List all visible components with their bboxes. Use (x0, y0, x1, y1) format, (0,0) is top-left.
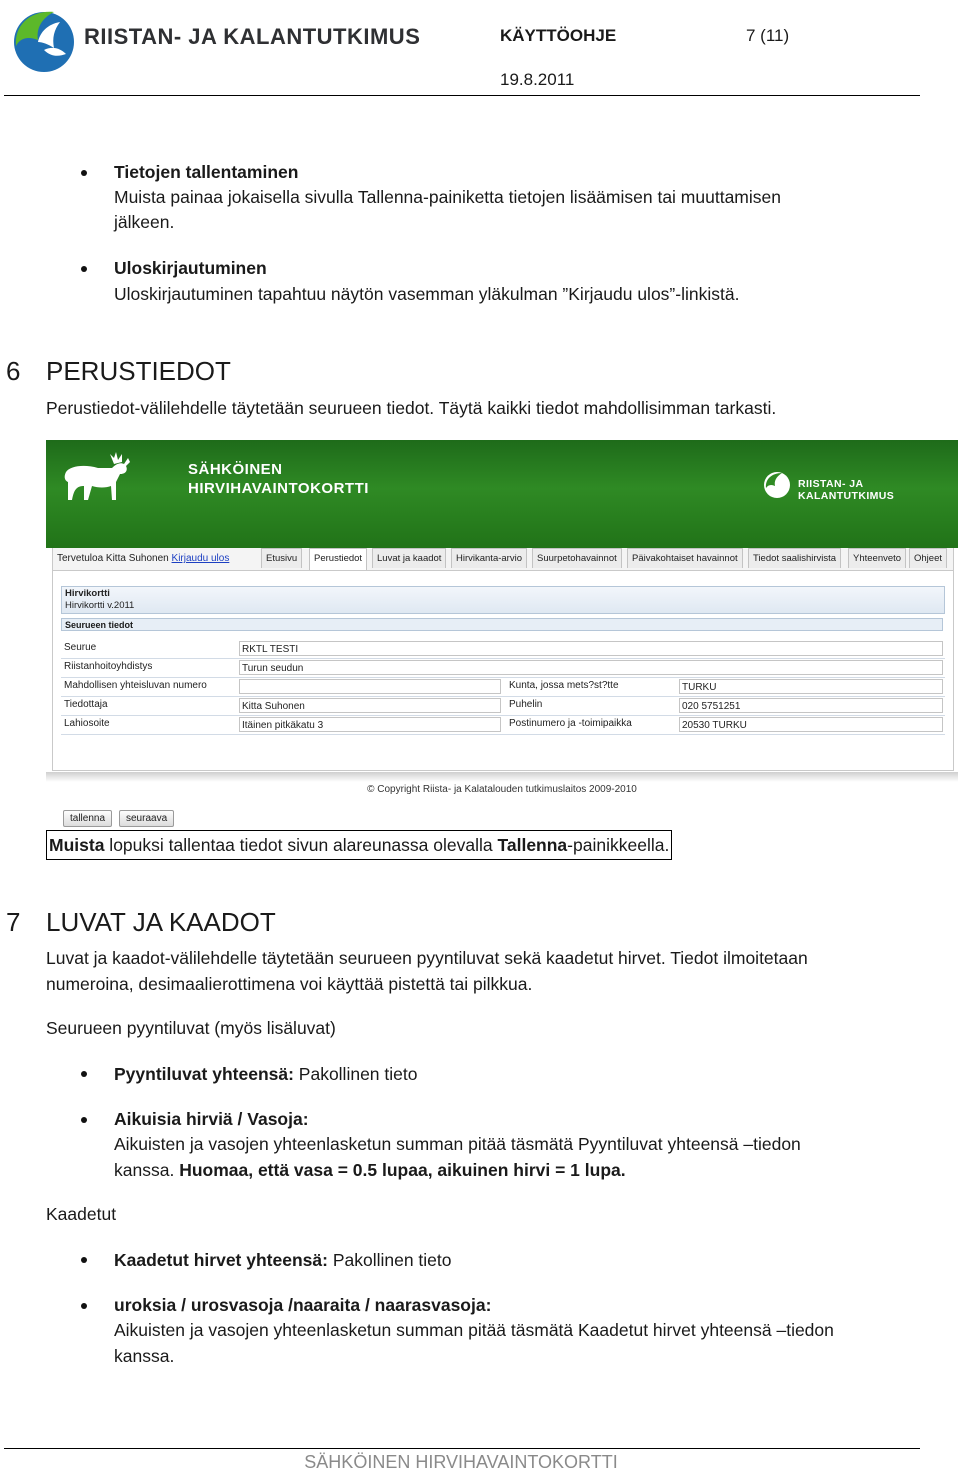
field-kunta[interactable]: TURKU (679, 679, 943, 694)
tab-perustiedot[interactable]: Perustiedot (309, 548, 367, 570)
welcome-text: Tervetuloa Kitta Suhonen Kirjaudu ulos (57, 553, 230, 564)
bullet-adults-calves-note: kanssa. Huomaa, että vasa = 0.5 lupaa, aikuinen hirvi = 1 lupa. (114, 1160, 626, 1180)
form-row (61, 697, 945, 716)
field-label: Mahdollisen yhteisluvan numero (64, 680, 207, 691)
app-title: SÄHKÖINEN HIRVIHAVAINTOKORTTI (188, 461, 369, 497)
field-label: Riistanhoitoyhdistys (64, 661, 153, 672)
tab-ohjeet[interactable]: Ohjeet (909, 548, 947, 568)
footer-shadow (46, 772, 958, 782)
header-divider (4, 95, 920, 96)
field-label: Postinumero ja -toimipaikka (509, 718, 632, 729)
field-yhteislupa[interactable] (239, 679, 501, 694)
bullet-text-saving-cont: jälkeen. (114, 212, 175, 232)
tab-suurpetohavainnot[interactable]: Suurpetohavainnot (532, 548, 622, 568)
copyright-text: © Copyright Riista- ja Kalatalouden tutkimuslaitos 2009-2010 (367, 784, 637, 795)
field-label: Kunta, jossa mets?st?tte (509, 680, 619, 691)
form-row (61, 659, 945, 678)
field-riistanhoitoyhdistys[interactable]: Turun seudun (239, 660, 943, 675)
subheading-permits: Seurueen pyyntiluvat (myös lisäluvat) (46, 1018, 336, 1038)
tab-yhteenveto[interactable]: Yhteenveto (848, 548, 906, 568)
reminder-note: Muista lopuksi tallentaa tiedot sivun alareunassa olevalla Tallenna-painikkeella. (46, 830, 672, 860)
field-label: Seurue (64, 642, 97, 653)
save-button[interactable]: tallenna (63, 810, 112, 827)
form-header (61, 586, 945, 614)
app-screenshot (46, 440, 958, 824)
field-postinumero[interactable]: 20530 TURKU (679, 717, 943, 732)
bullet-text-saving: Muista painaa jokaisella sivulla Tallenna-painiketta tietojen lisäämisen tai muuttamisen (114, 187, 781, 207)
section-title: LUVAT JA KAADOT (46, 907, 276, 937)
section-text-cont: numeroina, desimaalierottimena voi käyttää pistettä tai pilkkua. (46, 974, 533, 994)
form-row (61, 716, 945, 735)
bullet-icon (81, 1071, 87, 1077)
org-logo-icon (8, 6, 76, 74)
section-title: PERUSTIEDOT (46, 356, 231, 386)
bullet-permits-total: Pyyntiluvat yhteensä: Pakollinen tieto (114, 1064, 418, 1084)
bullet-icon (81, 1117, 87, 1123)
next-button[interactable]: seuraava (119, 810, 174, 827)
bullet-title-logout: Uloskirjautuminen (114, 258, 267, 278)
subheading-harvested: Kaadetut (46, 1204, 117, 1224)
form-row (61, 640, 945, 659)
footer-text: SÄHKÖINEN HIRVIHAVAINTOKORTTI (304, 1452, 618, 1472)
form-row (61, 678, 945, 697)
field-label: Lahiosoite (64, 718, 110, 729)
section-number: 7 (6, 907, 21, 937)
form-header-title: Hirvikortti (65, 588, 110, 599)
form-header-version: Hirvikortti v.2011 (65, 600, 135, 611)
bullet-icon (81, 170, 87, 176)
section-text: Perustiedot-välilehdelle täytetään seurueen tiedot. Täytä kaikki tiedot mahdollisimman tarkasti. (46, 398, 777, 418)
document-date: 19.8.2011 (500, 70, 575, 89)
bullet-text-logout: Uloskirjautuminen tapahtuu näytön vasemman yläkulman ”Kirjaudu ulos”-linkistä. (114, 284, 740, 304)
app-org-name: RIISTAN- JA KALANTUTKIMUS (798, 478, 895, 502)
field-seurue[interactable]: RKTL TESTI (239, 641, 943, 656)
field-puhelin[interactable]: 020 5751251 (679, 698, 943, 713)
org-logo-icon (762, 470, 792, 500)
tab-hirvikanta-arvio[interactable]: Hirvikanta-arvio (451, 548, 527, 568)
field-tiedottaja[interactable]: Kitta Suhonen (239, 698, 501, 713)
footer-divider (4, 1448, 920, 1449)
logout-link[interactable]: Kirjaudu ulos (171, 553, 230, 564)
document-type: KÄYTTÖOHJE (500, 26, 617, 45)
bullet-adults-calves-text: Aikuisten ja vasojen yhteenlasketun summan pitää täsmätä Pyyntiluvat yhteensä –tiedon (114, 1134, 801, 1154)
moose-icon (54, 452, 132, 510)
bullet-icon (81, 1257, 87, 1263)
field-label: Puhelin (509, 699, 543, 710)
bullet-icon (81, 1303, 87, 1309)
bullet-icon (81, 266, 87, 272)
org-name: RIISTAN- JA KALANTUTKIMUS (84, 24, 421, 49)
page-number: 7 (11) (746, 26, 790, 45)
field-label: Tiedottaja (64, 699, 108, 710)
tab-bar (53, 548, 953, 571)
tab-paivakohtaiset[interactable]: Päivakohtaiset havainnot (627, 548, 743, 568)
section-number: 6 (6, 356, 21, 386)
bullet-sexes-text: Aikuisten ja vasojen yhteenlasketun summan pitää täsmätä Kaadetut hirvet yhteensä –tiedon (114, 1320, 834, 1340)
bullet-sexes-text-cont: kanssa. (114, 1346, 175, 1366)
bullet-sexes-title: uroksia / urosvasoja /naaraita / naarasvasoja: (114, 1295, 492, 1315)
bullet-harvested-total: Kaadetut hirvet yhteensä: Pakollinen tieto (114, 1250, 452, 1270)
bullet-title-saving: Tietojen tallentaminen (114, 162, 299, 182)
tab-etusivu[interactable]: Etusivu (261, 548, 302, 568)
tab-luvat-ja-kaadot[interactable]: Luvat ja kaadot (372, 548, 446, 568)
bullet-adults-calves-title: Aikuisia hirviä / Vasoja: (114, 1109, 309, 1129)
tab-saalishirvet[interactable]: Tiedot saalishirvista (748, 548, 841, 568)
form-section-title: Seurueen tiedot (61, 618, 943, 631)
field-lahiosoite[interactable]: Itäinen pitkäkatu 3 (239, 717, 501, 732)
section-text: Luvat ja kaadot-välilehdelle täytetään seurueen pyyntiluvat sekä kaadetut hirvet. Tiedot ilmoitetaan (46, 948, 808, 968)
